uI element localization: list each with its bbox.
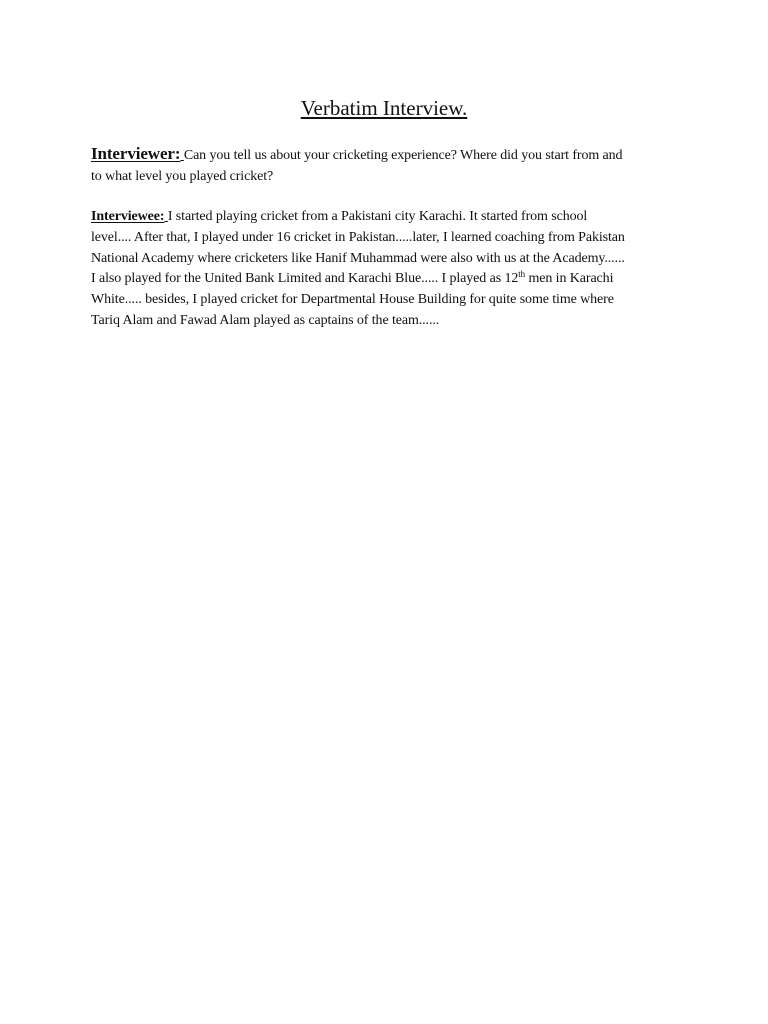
answer-line-1: [91, 207, 691, 228]
answer-text-4b: men in Karachi: [528, 271, 614, 287]
interviewer-question: [91, 144, 691, 188]
answer-text-3: National Academy where cricketers like Hanif Muhammad were also with us at the Academy......: [91, 250, 625, 266]
answer-line-4: [91, 269, 691, 290]
answer-text-6: Tariq Alam and Fawad Alam played as captains of the team......: [91, 312, 440, 328]
answer-text-5: White..... besides, I played cricket for Departmental House Building for quite some time where: [91, 292, 614, 308]
question-text-2: to what level you played cricket?: [91, 168, 274, 184]
answer-text-4a: I also played for the United Bank Limited and Karachi Blue..... I played as 12: [91, 271, 519, 287]
document-title: Verbatim Interview.: [300, 96, 468, 120]
question-text-1: Can you tell us about your cricketing experience? Where did you start from and: [183, 148, 623, 163]
interviewee-label: Interviewee:: [91, 209, 165, 224]
interviewer-label: Interviewer:: [91, 144, 181, 163]
question-line-1: [91, 144, 691, 167]
answer-text-2: level.... After that, I played under 16 cricket in Pakistan.....later, I learned coaching from Pakistan: [91, 229, 625, 245]
interviewee-answer: [91, 207, 691, 332]
answer-text-1: I started playing cricket from a Pakistani city Karachi. It started from school: [167, 209, 588, 224]
ordinal-suffix: th: [518, 269, 526, 280]
